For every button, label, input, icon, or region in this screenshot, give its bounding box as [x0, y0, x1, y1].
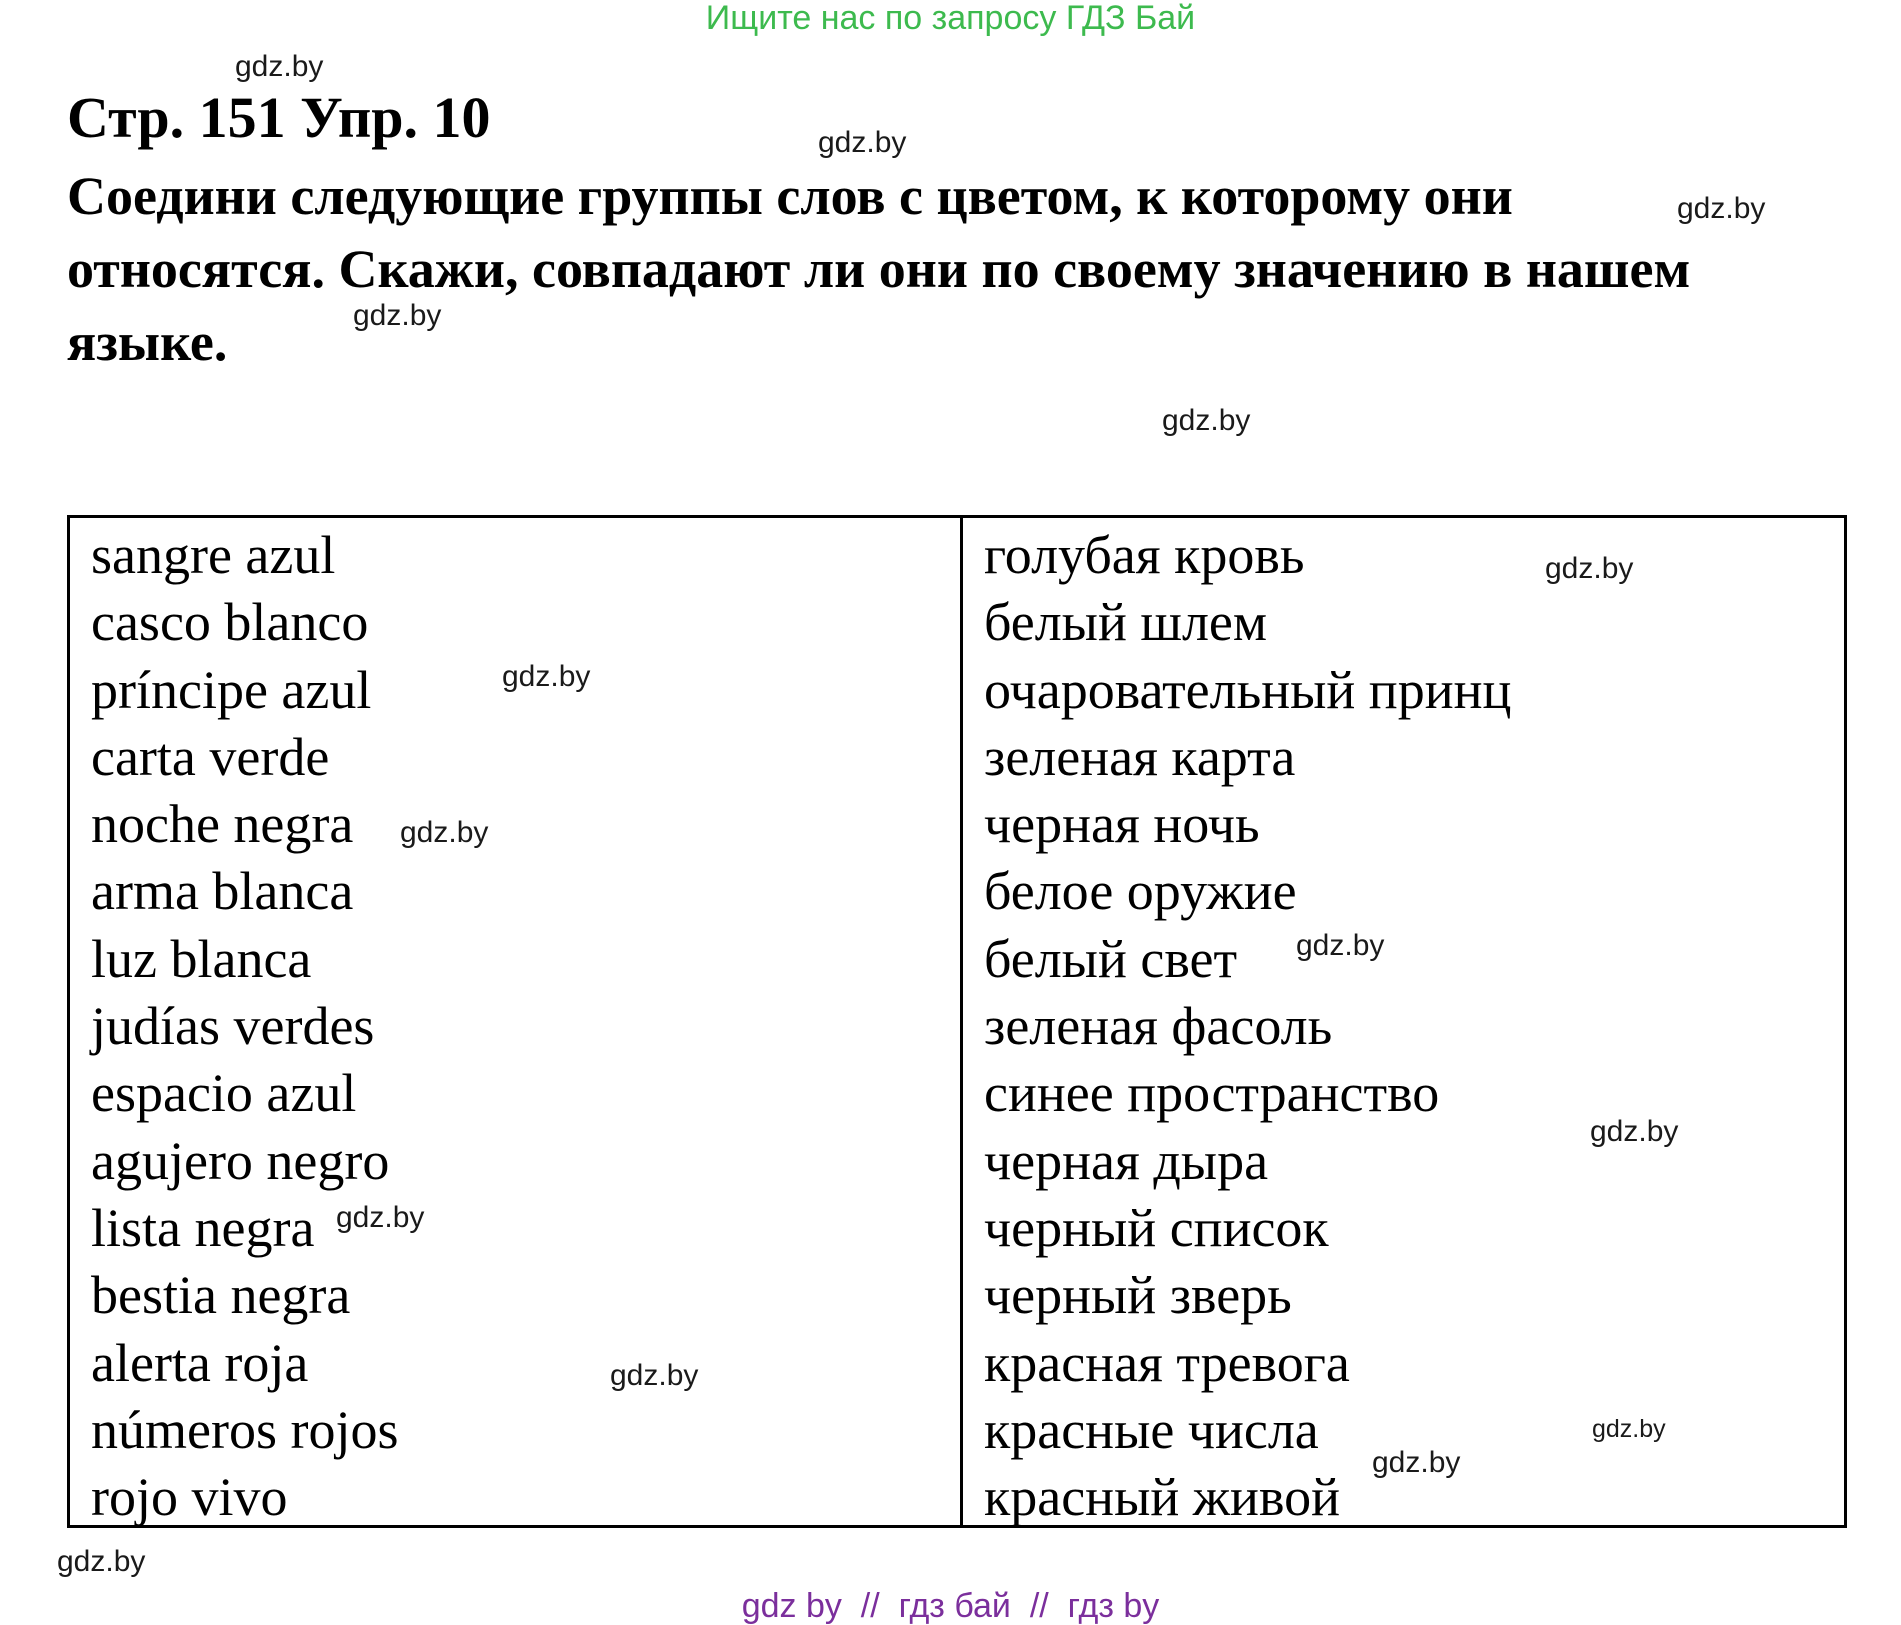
spanish-phrase: números rojos [91, 1399, 399, 1460]
russian-phrase: черный список [984, 1197, 1329, 1258]
watermark: gdz.by [1372, 1446, 1461, 1479]
footer-links: gdz by // гдз бай // гдз by [741, 1587, 1160, 1625]
spanish-phrase: casco blanco [91, 592, 369, 653]
russian-phrase: белое оружие [984, 861, 1297, 922]
spanish-phrase: bestia negra [91, 1265, 351, 1326]
task-line: языке. [67, 312, 228, 372]
russian-phrase: очаровательный принц [984, 659, 1512, 720]
phrase-table [67, 515, 1847, 1528]
russian-phrase: черная ночь [984, 794, 1260, 855]
russian-phrase: красная тревога [984, 1332, 1350, 1393]
spanish-phrase: alerta roja [91, 1332, 309, 1393]
spanish-phrase: rojo vivo [91, 1467, 288, 1528]
watermark: gdz.by [353, 299, 442, 332]
watermark: gdz.by [1162, 404, 1251, 437]
watermark: gdz.by [1296, 929, 1385, 962]
watermark: gdz.by [57, 1545, 146, 1578]
spanish-phrase: judías verdes [91, 996, 375, 1057]
task-line: Соедини следующие группы слов с цветом, к которому они [67, 166, 1513, 226]
task-line: относятся. Скажи, совпадают ли они по своему значению в нашем [67, 239, 1691, 299]
spanish-phrase: agujero negro [91, 1130, 390, 1191]
russian-phrase: белый свет [984, 928, 1238, 989]
search-banner: Ищите нас по запросу ГДЗ Бай [705, 0, 1196, 37]
watermark: gdz.by [818, 126, 907, 159]
russian-phrase: черный зверь [984, 1265, 1292, 1326]
russian-column [984, 522, 1511, 1531]
russian-phrase: зеленая фасоль [984, 996, 1333, 1057]
russian-phrase: белый шлем [984, 592, 1268, 653]
russian-phrase: красный живой [984, 1467, 1340, 1528]
watermark: gdz.by [1677, 192, 1766, 225]
russian-phrase: голубая кровь [984, 525, 1305, 585]
watermark: gdz.by [235, 50, 324, 83]
watermark: gdz.by [1545, 552, 1634, 585]
russian-phrase: черная дыра [984, 1130, 1269, 1191]
russian-phrase: красные числа [984, 1399, 1319, 1460]
watermark: gdz.by [1590, 1115, 1679, 1148]
spanish-phrase: príncipe azul [91, 659, 372, 720]
spanish-phrase: lista negra [91, 1197, 315, 1258]
task-text [67, 160, 1847, 379]
watermark: gdz.by [1592, 1415, 1666, 1443]
watermark: gdz.by [610, 1359, 699, 1392]
spanish-phrase: arma blanca [91, 861, 354, 922]
page-heading: Стр. 151 Упр. 10 [67, 85, 491, 150]
spanish-phrase: noche negra [91, 794, 354, 855]
spanish-column [91, 522, 398, 1531]
spanish-phrase: carta verde [91, 726, 330, 787]
spanish-phrase: sangre azul [91, 525, 336, 585]
russian-phrase: зеленая карта [984, 726, 1296, 787]
spanish-phrase: luz blanca [91, 928, 312, 989]
watermark: gdz.by [336, 1201, 425, 1234]
watermark: gdz.by [502, 660, 591, 693]
column-divider [960, 518, 963, 1525]
spanish-phrase: espacio azul [91, 1063, 357, 1124]
watermark: gdz.by [400, 816, 489, 849]
russian-phrase: синее пространство [984, 1063, 1440, 1124]
